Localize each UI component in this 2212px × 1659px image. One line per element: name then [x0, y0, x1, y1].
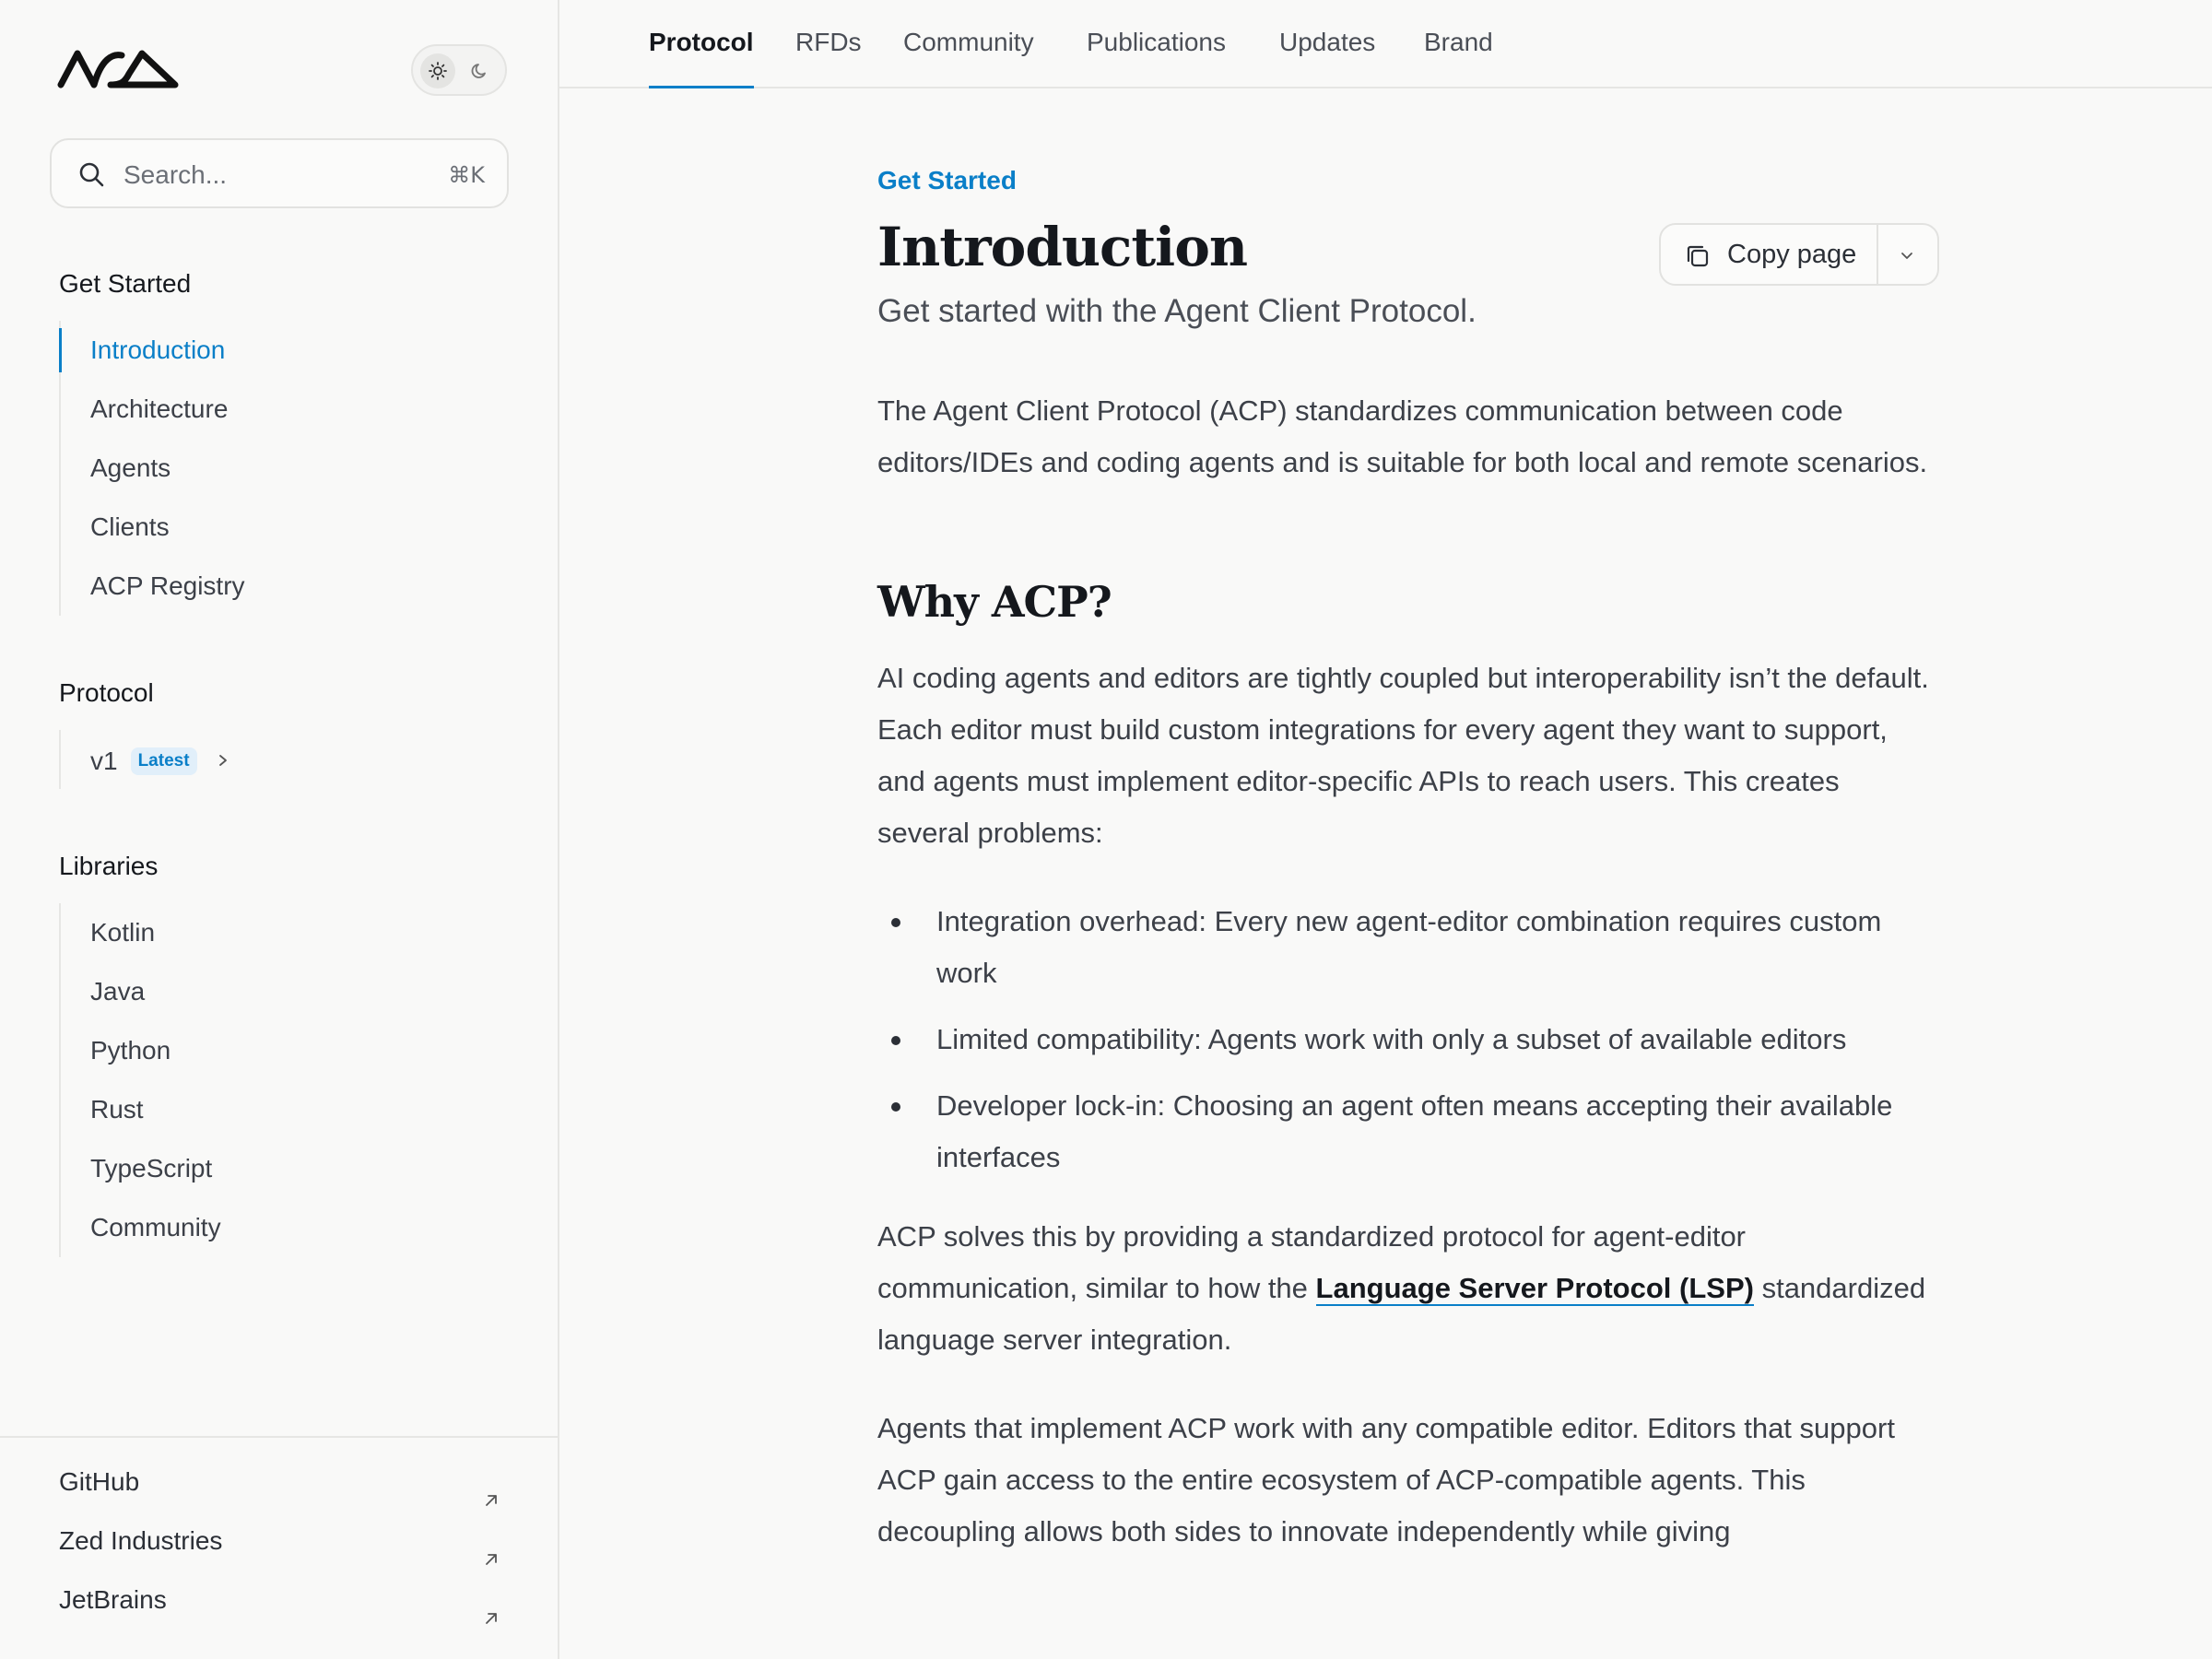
- page-subtitle: Get started with the Agent Client Protocol.: [877, 293, 1477, 329]
- github-link[interactable]: [0, 1453, 558, 1512]
- agents-paragraph: Agents that implement ACP work with any compatible editor. Editors that support ACP gain access to the entire ecosystem of ACP-compatible agents. This decoupling allows both sides to innovate independently while giving: [877, 1412, 1895, 1547]
- why-acp-heading: Why ACP?: [877, 577, 1112, 627]
- version-label: v1: [90, 747, 118, 775]
- search-icon: [77, 160, 105, 193]
- sidebar-item-acp-registry[interactable]: ACP Registry: [90, 571, 245, 600]
- sidebar-item-java[interactable]: Java: [90, 977, 146, 1006]
- external-arrow-icon: [482, 1590, 500, 1649]
- intro-paragraph: The Agent Client Protocol (ACP) standardizes communication between code editors/IDEs and coding agents and is suitable for both local and remote scenarios.: [877, 394, 1928, 478]
- sidebar-item-agents[interactable]: Agents: [90, 453, 171, 482]
- solution-paragraph: [877, 1211, 1937, 1366]
- sidebar-item-rust[interactable]: Rust: [90, 1095, 144, 1124]
- search-shortcut: ⌘K: [448, 162, 485, 188]
- nav-group-protocol: Protocol: [59, 678, 154, 707]
- list-item: Integration overhead: Every new agent-editor combination requires custom work: [877, 896, 1937, 999]
- nav-list-protocol: [59, 730, 229, 789]
- page-title: Introduction: [877, 216, 1248, 278]
- list-item: Limited compatibility: Agents work with only a subset of available editors: [877, 1014, 1937, 1065]
- nav-group-get-started: Get Started: [59, 269, 192, 298]
- sidebar-item-community[interactable]: Community: [90, 1213, 221, 1241]
- list-item: Developer lock-in: Choosing an agent often means accepting their available interfaces: [877, 1080, 1937, 1183]
- tab-publications[interactable]: Publications: [1087, 28, 1226, 56]
- nav-list-get-started: [59, 321, 245, 616]
- sidebar-item-typescript[interactable]: TypeScript: [90, 1154, 213, 1182]
- tab-updates[interactable]: Updates: [1279, 28, 1376, 56]
- tab-community[interactable]: Community: [903, 28, 1034, 56]
- chevron-right-icon: [218, 730, 229, 789]
- moon-icon[interactable]: [463, 53, 498, 88]
- tab-brand[interactable]: Brand: [1424, 28, 1493, 56]
- jetbrains-link-label: JetBrains: [59, 1585, 167, 1614]
- latest-badge: Latest: [131, 747, 197, 775]
- sidebar-item-introduction[interactable]: Introduction: [61, 321, 245, 380]
- breadcrumb[interactable]: Get Started: [877, 166, 1017, 194]
- github-link-label: GitHub: [59, 1467, 140, 1496]
- why-acp-paragraph: AI coding agents and editors are tightly coupled but interoperability isn’t the default. Each editor must build custom integrations for every agent they want to support, and agents must implement editor-specific APIs to reach users. This creates several problems:: [877, 662, 1929, 849]
- sidebar-item-v1[interactable]: [61, 730, 229, 789]
- sidebar-item-python[interactable]: Python: [90, 1036, 171, 1065]
- solution-text-after: standardized language server integration.: [877, 1272, 1926, 1356]
- sidebar-item-kotlin[interactable]: Kotlin: [90, 918, 156, 947]
- nav-group-libraries: Libraries: [59, 852, 159, 880]
- jetbrains-link[interactable]: [0, 1571, 558, 1630]
- search-input[interactable]: [50, 138, 509, 208]
- nav-list-libraries: [59, 903, 221, 1257]
- sidebar: [0, 0, 559, 1659]
- external-links: [0, 1436, 558, 1630]
- zed-industries-link[interactable]: [0, 1512, 558, 1571]
- sidebar-item-clients[interactable]: Clients: [90, 512, 170, 541]
- zed-industries-link-label: Zed Industries: [59, 1526, 223, 1555]
- main-content: [877, 166, 1937, 1558]
- top-navigation: [559, 0, 2212, 88]
- tab-rfds[interactable]: RFDs: [795, 28, 862, 56]
- theme-toggle[interactable]: [411, 44, 507, 96]
- sun-icon[interactable]: [420, 53, 455, 88]
- acp-logo[interactable]: [57, 44, 179, 92]
- solution-text-before: ACP solves this by providing a standardized protocol for agent-editor communication, similar to how the: [877, 1220, 1747, 1304]
- lsp-link[interactable]: Language Server Protocol (LSP): [1315, 1272, 1754, 1304]
- problems-list: [877, 896, 1937, 1183]
- copy-page-label: Copy page: [1727, 240, 1857, 269]
- sidebar-item-architecture[interactable]: Architecture: [90, 394, 229, 423]
- tab-protocol[interactable]: Protocol: [649, 28, 754, 88]
- search-placeholder: Search...: [124, 160, 228, 189]
